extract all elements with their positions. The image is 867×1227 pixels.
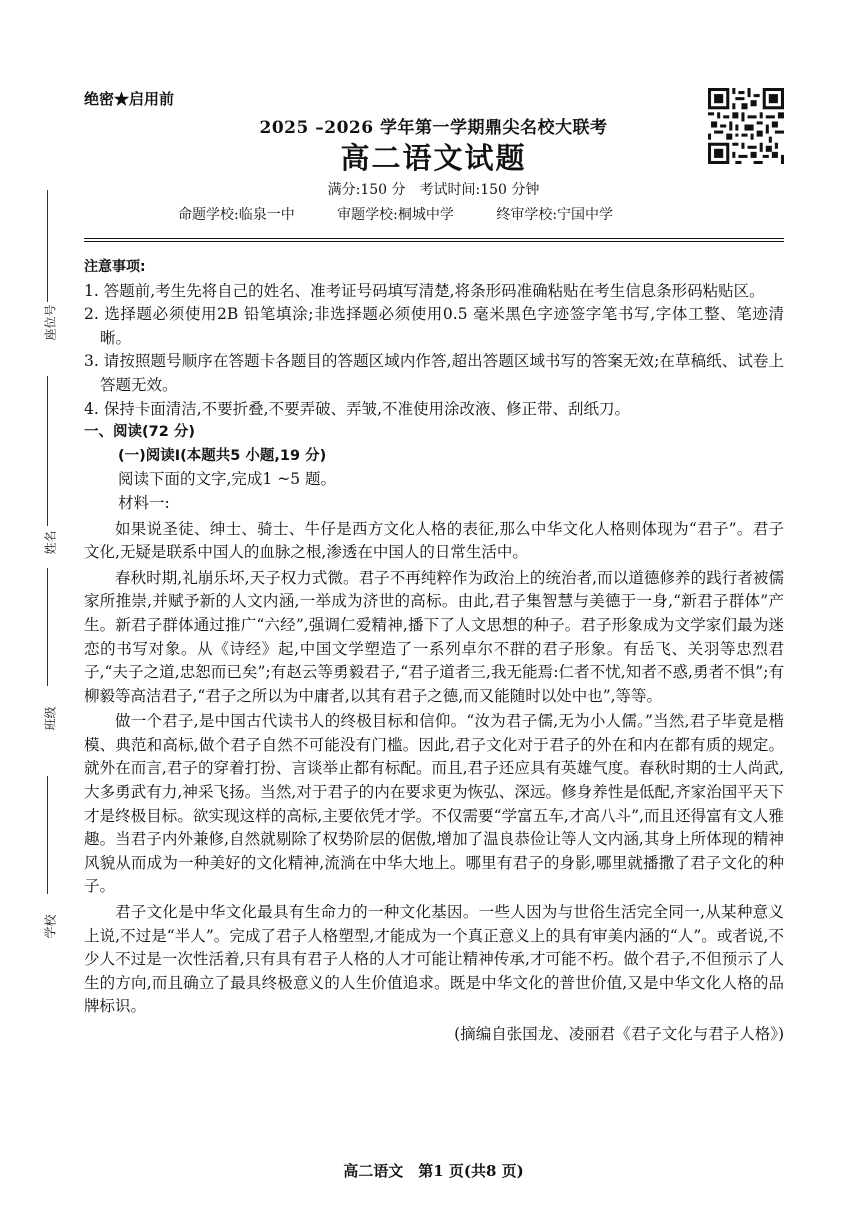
name-line [47, 376, 48, 526]
confidential-label: 绝密★启用前 [84, 90, 175, 108]
source-citation: (摘编自张国龙、凌丽君《君子文化与君子人格》) [454, 1025, 784, 1043]
school-final: 终审学校:宁国中学 [496, 207, 614, 223]
section-heading: 一、阅读(72 分) [84, 424, 195, 441]
material-label: 材料一: [118, 493, 170, 512]
notice-item: 2. 选择题必须使用2B 铅笔填涂;非选择题必须使用0.5 毫米黑色字迹签字笔书写,字体工整、笔迹清晰。 [84, 305, 784, 347]
instruction: 阅读下面的文字,完成1 ~5 题。 [118, 470, 336, 489]
header-rule-bottom [84, 241, 784, 242]
paragraph: 做一个君子,是中国古代读书人的终极目标和信仰。“汝为君子儒,无为小人儒。”当然,君子毕竟是楷模、典范和高标,做个君子自然不可能没有门槛。因此,君子文化对于君子的外在和内在都有质的规定。就外在而言,君子的穿着打扮、言谈举止都有标配。而且,君子还应具有英雄气度。春秋时期的士人尚武,大多勇武有力,神采飞扬。当然,对于君子的内在要求更为恢弘、深远。修身养性是低配,齐家治国平天下才是终极目标。欲实现这样的高标,主要依凭才学。不仅需要“学富五车,才高八斗”,而且还得富有文人雅趣。当君子内外兼修,自然就剔除了权势阶层的倨傲,增加了温良恭俭让等人文内涵,其身上所体现的精神风貌从而成为一种美好的文化精神,流淌在中华大地上。哪里有君子的身影,哪里就播撒了君子文化的种子。 [84, 712, 784, 896]
page-title: 高二语文试题 [340, 141, 527, 175]
exam-title: 2025 –2026 学年第一学期鼎尖名校大联考 [259, 118, 608, 138]
seat-line [47, 190, 48, 302]
subsection-heading: (一)阅读Ⅰ(本题共5 小题,19 分) [118, 447, 327, 464]
page-footer: 高二语文 第1 页(共8 页) [343, 1162, 524, 1180]
paragraph: 春秋时期,礼崩乐坏,天子权力式微。君子不再纯粹作为政治上的统治者,而以道德修养的践行者被儒家所推崇,并赋予新的人文内涵,一举成为济世的高标。由此,君子集智慧与美德于一身,“新君子群体”产生。新君子群体通过推广“六经”,强调仁爱精神,播下了人文思想的种子。君子形象成为文学家们最为迷恋的书写对象。从《诗经》起,中国文学塑造了一系列卓尔不群的君子形象。有岳飞、关羽等忠烈君子,“夫子之道,忠恕而已矣”;有赵云等勇毅君子,“君子道者三,我无能焉:仁者不忧,知者不惑,勇者不惧”;有柳毅等高洁君子,“君子之所以为中庸者,以其有君子之德,而又能随时以处中也”,等等。 [84, 568, 784, 705]
school-label: 学校 [43, 914, 58, 939]
school-review: 审题学校:桐城中学 [337, 207, 454, 223]
notice-item: 4. 保持卡面清洁,不要折叠,不要弄破、弄皱,不准使用涂改液、修正带、刮纸刀。 [84, 399, 630, 418]
qr-code-icon [708, 88, 784, 164]
paragraph: 如果说圣徒、绅士、骑士、牛仔是西方文化人格的表征,那么中华文化人格则体现为“君子”。君子文化,无疑是联系中国人的血脉之根,渗透在中国人的日常生活中。 [84, 519, 784, 562]
school-line [47, 776, 48, 894]
class-label: 班级 [43, 706, 58, 731]
notice-item: 1. 答题前,考生先将自己的姓名、准考证号码填写清楚,将条形码准确粘贴在考生信息条形码粘贴区。 [84, 281, 765, 300]
paragraph: 君子文化是中华文化最具有生命力的一种文化基因。一些人因为与世俗生活完全同一,从某种意义上说,不过是“半人”。完成了君子人格塑型,才能成为一个真正意义上的具有审美内涵的“人”。或者说,不少人不过是一次性活着,只有具有君子人格的人才可能让精神传承,才可能不朽。做个君子,不但预示了人生的方向,而且确立了最具终极意义的人生价值追求。既是中华文化的普世价值,又是中华文化人格的品牌标识。 [84, 903, 784, 1016]
name-label: 姓名 [43, 530, 58, 555]
exam-meta: 满分:150 分 考试时间:150 分钟 [327, 182, 540, 198]
notice-heading: 注意事项: [84, 259, 146, 275]
seat-label: 座位号 [43, 304, 58, 341]
document-body [84, 256, 784, 1047]
schools-line [178, 204, 651, 224]
notice-item: 3. 请按照题号顺序在答题卡各题目的答题区域内作答,超出答题区域书写的答案无效;在草稿纸、试卷上答题无效。 [84, 352, 784, 394]
school-propose: 命题学校:临泉一中 [178, 207, 295, 223]
header-rule-top [84, 238, 784, 239]
class-line [47, 568, 48, 686]
